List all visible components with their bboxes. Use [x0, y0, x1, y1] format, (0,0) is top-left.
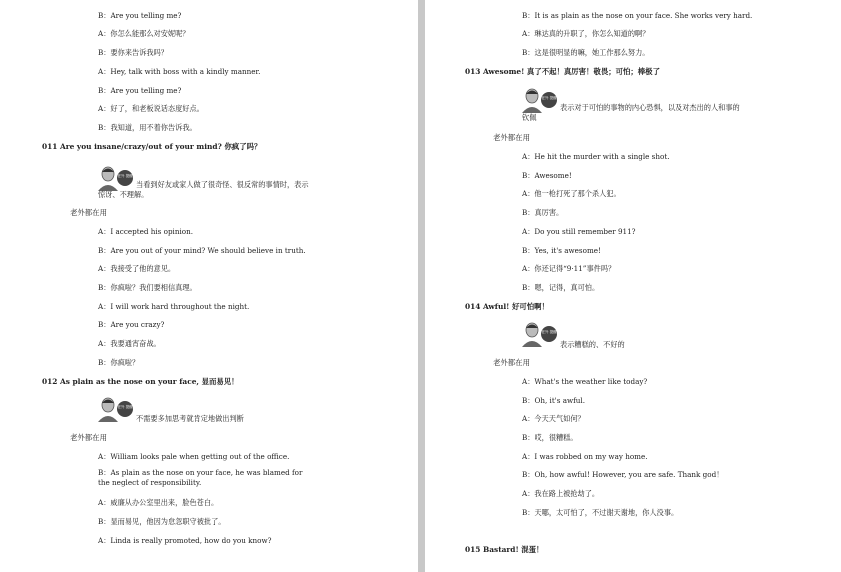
dialog-line: B：哎，很糟糕。	[522, 433, 578, 442]
dialog-line: A：我接受了他的意见。	[98, 264, 176, 273]
section-heading: 013 Awesome! 真了不起！真厉害！敬畏；可怕；棒极了	[465, 67, 660, 76]
section-heading: 012 As plain as the nose on your face, 显而易见！	[42, 377, 239, 386]
dialog-line: A：琳达真的升职了，你怎么知道的啊？	[522, 29, 650, 38]
section-heading: 011 Are you insane/crazy/out of your mind? 你疯了吗？	[42, 142, 262, 151]
dialog-line: B：天哪，太可怕了，不过谢天谢地，你人没事。	[522, 508, 679, 517]
dialog-line: B：Are you telling me?	[98, 11, 182, 20]
avatar-icon	[97, 396, 135, 422]
page-gutter	[418, 0, 425, 572]
subheading: 老外都在用	[493, 133, 530, 142]
dialog-line: A：I will work hard throughout the night.	[98, 302, 250, 311]
dialog-line: B：真厉害。	[522, 208, 564, 217]
dialog-line: A：你怎么能那么对安妮呢？	[98, 29, 190, 38]
dialog-line: A：他一枪打死了那个杀人犯。	[522, 189, 621, 198]
subheading: 老外都在用	[70, 208, 107, 217]
dialog-line: A：好了，和老板说话态度好点。	[98, 104, 204, 113]
dialog-line: A：William looks pale when getting out of the office.	[98, 452, 290, 461]
dialog-line: A：Hey, talk with boss with a kindly manner.	[98, 67, 261, 76]
dialog-line: B：Yes, it's awesome!	[522, 246, 601, 255]
dialog-line: A：Do you still remember 911?	[522, 227, 636, 236]
dialog-line: B：你疯啦？	[98, 358, 140, 367]
dialog-line: B：你疯啦？我们要相信真理。	[98, 283, 197, 292]
section-heading: 015 Bastard! 混蛋！	[465, 545, 544, 554]
avatar-badge: 老外 提醒	[541, 96, 557, 100]
dialog-line: A：今天天气如何？	[522, 414, 585, 423]
dialog-line: A：I was robbed on my way home.	[522, 452, 648, 461]
dialog-line: B：Oh, how awful! However, you are safe. Thank god！	[522, 470, 724, 479]
dialog-line: A：I accepted his opinion.	[98, 227, 194, 236]
dialog-line: B：As plain as the nose on your face, he was blamed for the neglect of responsibility.	[98, 468, 303, 487]
dialog-line: B：It is as plain as the nose on your face. She works very hard.	[522, 11, 753, 20]
dialog-line: A：我在路上被抢劫了。	[522, 489, 600, 498]
left-page	[0, 0, 418, 572]
subheading: 老外都在用	[70, 433, 107, 442]
dialog-line: B：嗯，记得，真可怕。	[522, 283, 600, 292]
dialog-line: A：威廉从办公室里出来，脸色苍白。	[98, 498, 219, 507]
dialog-line: A：我要通宵奋战。	[98, 339, 161, 348]
dialog-line: B：Are you crazy?	[98, 320, 165, 329]
dialog-line: B：这是很明显的嘛，她工作那么努力。	[522, 48, 650, 57]
dialog-line: B：显而易见，他因为怠忽职守被批了。	[98, 517, 226, 526]
avatar-icon	[521, 321, 559, 347]
avatar-badge: 老外 提醒	[117, 174, 133, 178]
right-page	[425, 0, 841, 572]
dialog-line: A：He hit the murder with a single shot.	[522, 152, 670, 161]
explanation: 表示对于可怕的事物的内心恐惧，以及对杰出的人和事的钦佩	[522, 103, 740, 122]
dialog-line: B：Oh, it's awful.	[522, 396, 586, 405]
dialog-line: A：Linda is really promoted, how do you know?	[98, 536, 272, 545]
section-heading: 014 Awful! 好可怕啊！	[465, 302, 549, 311]
dialog-line: A：你还记得“9·11”事件吗？	[522, 264, 616, 273]
avatar-badge: 老外 提醒	[117, 405, 133, 409]
dialog-line: B：要你来告诉我吗？	[98, 48, 168, 57]
explanation: 不需要多加思考就肯定地做出判断	[136, 414, 244, 423]
explanation: 当看到好友或家人做了很奇怪、很反常的事情时，表示惊讶、不理解。	[98, 180, 309, 199]
subheading: 老外都在用	[493, 358, 530, 367]
dialog-line: B：Awesome!	[522, 171, 572, 180]
explanation: 表示糟糕的、不好的	[560, 340, 625, 349]
dialog-line: A：What's the weather like today?	[522, 377, 648, 386]
avatar-badge: 老外 提醒	[541, 330, 557, 334]
dialog-line: B：我知道，用不着你告诉我。	[98, 123, 197, 132]
dialog-line: B：Are you telling me?	[98, 86, 182, 95]
dialog-line: B：Are you out of your mind? We should believe in truth.	[98, 246, 306, 255]
